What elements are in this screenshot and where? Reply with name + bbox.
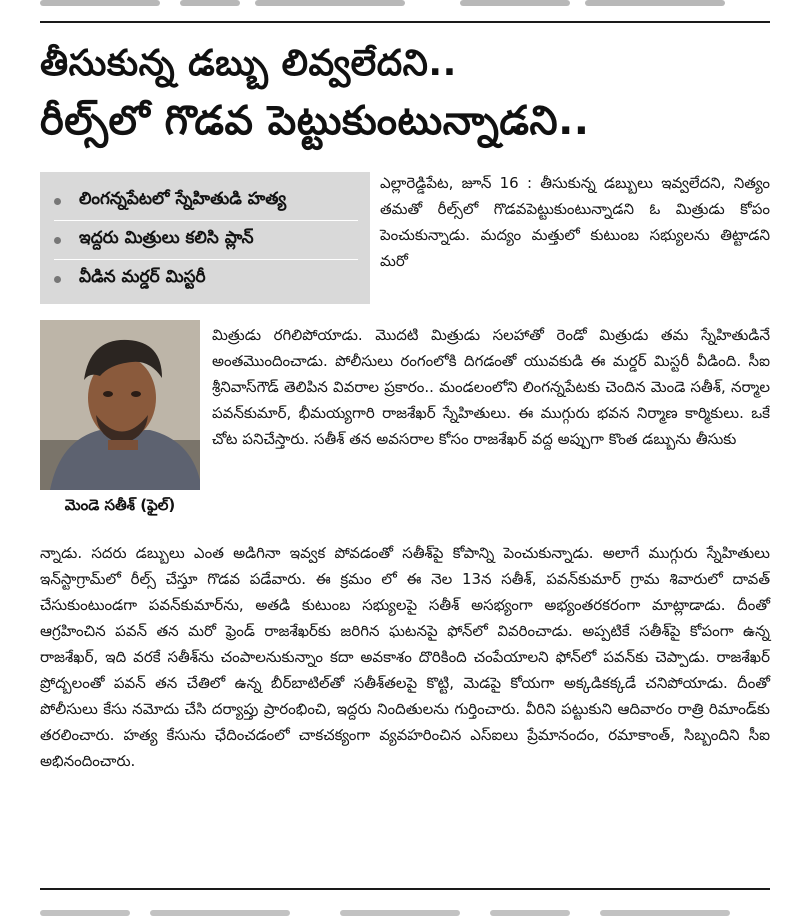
bullet-icon: [54, 198, 61, 205]
highlight-text: ఇద్దరు మిత్రులు కలిసి ప్లాన్: [79, 228, 254, 248]
bottom-divider: [40, 888, 770, 890]
headline-line-2: రీల్స్‌లో గొడవ పెట్టుకుంటున్నాడని..: [40, 98, 590, 144]
person-portrait-icon: [40, 320, 200, 490]
highlight-item: [54, 182, 358, 221]
bullet-icon: [54, 276, 61, 283]
highlight-item: [54, 221, 358, 260]
headline-line-1: తీసుకున్న డబ్బు లివ్వలేదని..: [40, 43, 457, 84]
victim-photo: [40, 320, 200, 490]
highlight-text: లింగన్నపేటలో స్నేహితుడి హత్య: [79, 189, 287, 209]
bullet-icon: [54, 237, 61, 244]
cropped-next-article-strip: [40, 906, 740, 917]
top-divider: [40, 21, 770, 23]
article-paragraph-bottom: న్నాడు. సదరు డబ్బులు ఎంత అడిగినా ఇవ్వక పోవడంతో సతీశ్‌పై కోపాన్ని పెంచుకున్నాడు. అలాగే ముగ్గురు స్నేహితులు ఇన్‌స్టాగ్రామ్‌లో రీల్స్‌ చేస్తూ గొడవ పడేవారు. ఈ క్రమం లో ఈ నెల 13న సతీశ్‌, పవన్‌కుమార్‌ గ్రామ శివారులో దావత్‌ చేసుకుంటుండగా పవన్‌కుమార్‌ను, అతడి కుటుంబ సభ్యులపై సతీశ్‌ అసభ్యంగా అభ్యంతరకరంగా మాట్లాడాడు. దీంతో ఆగ్రహించిన పవన్‌ తన మరో ఫ్రెండ్‌ రాజశేఖర్‌కు జరిగిన ఘటనపై ఫోన్‌లో వివరించాడు. అప్పటికే సతీశ్‌పై కోపంగా ఉన్న రాజశేఖర్‌, ఇది వరకే సతీశ్‌ను చంపాలనుకున్నాం కదా అవకాశం దొరికింది చంపేయాలని ఫోన్‌లో పవన్‌కు చెప్పాడు. రాజశేఖర్‌ ప్రోద్బలంతో పవన్‌ తన చేతిలో ఉన్న బీర్‌బాటిల్‌తో సతీశ్‌తలపై కొట్టి, మెడపై కోయగా అక్కడికక్కడే చనిపోయాడు. దీంతో పోలీసులు కేసు నమోదు చేసి దర్యాప్తు ప్రారంభించి, ఇద్దరు నిందితులను గుర్తించారు. వీరిని పట్టుకుని ఆదివారం రాత్రి రిమాండ్‌కు తరలించారు. హత్య కేసును ఛేదించడంలో చాకచక్యంగా వ్యవహరించిన ఎస్‌ఐలు ప్రేమానందం, రమాకాంత్‌, సిబ్బందిని సీఐ అభినందించారు.: [40, 544, 770, 770]
highlights-box: [40, 172, 370, 304]
headline: [40, 40, 770, 150]
cropped-previous-article-strip: [40, 0, 730, 12]
photo-caption: మెండె సతీశ్‌ (ఫైల్‌): [64, 496, 176, 514]
highlight-text: వీడిన మర్డర్‌ మిస్టరీ: [79, 267, 206, 287]
highlight-item: [54, 260, 358, 298]
victim-photo-block: [40, 320, 200, 520]
article-paragraph-top: ఎల్లారెడ్డిపేట, జూన్‌ 16 : తీసుకున్న డబ్బులు ఇవ్వలేదని, నిత్యం తమతో రీల్స్‌లో గొడవపెట్టుకుంటున్నాడని ఓ మిత్రుడు కోపం పెంచుకున్నాడు. మద్యం మత్తులో కుటుంబ సభ్యులను తిట్టాడని మరో: [380, 174, 770, 270]
article-paragraph-middle: మిత్రుడు రగిలిపోయాడు. మొదటి మిత్రుడు సలహాతో రెండో మిత్రుడు తమ స్నేహితుడినే అంతమొందించాడు. పోలీసులు రంగంలోకి దిగడంతో యువకుడి ఈ మర్డర్‌ మిస్టరీ వీడింది. సీఐ శ్రీనివాస్‌గౌడ్‌ తెలిపిన వివరాల ప్రకారం.. మండలంలోని లింగన్నపేటకు చెందిన మెండె సతీశ్‌, నర్మాల పవన్‌కుమార్‌, భీమయ్యగారి రాజశేఖర్‌ స్నేహితులు. ఈ ముగ్గురు భవన నిర్మాణ కార్మికులు. ఒకే చోట పనిచేస్తారు. సతీశ్‌ తన అవసరాల కోసం రాజశేఖర్‌ వద్ద అప్పుగా కొంత డబ్బును తీసుకు: [212, 326, 770, 448]
